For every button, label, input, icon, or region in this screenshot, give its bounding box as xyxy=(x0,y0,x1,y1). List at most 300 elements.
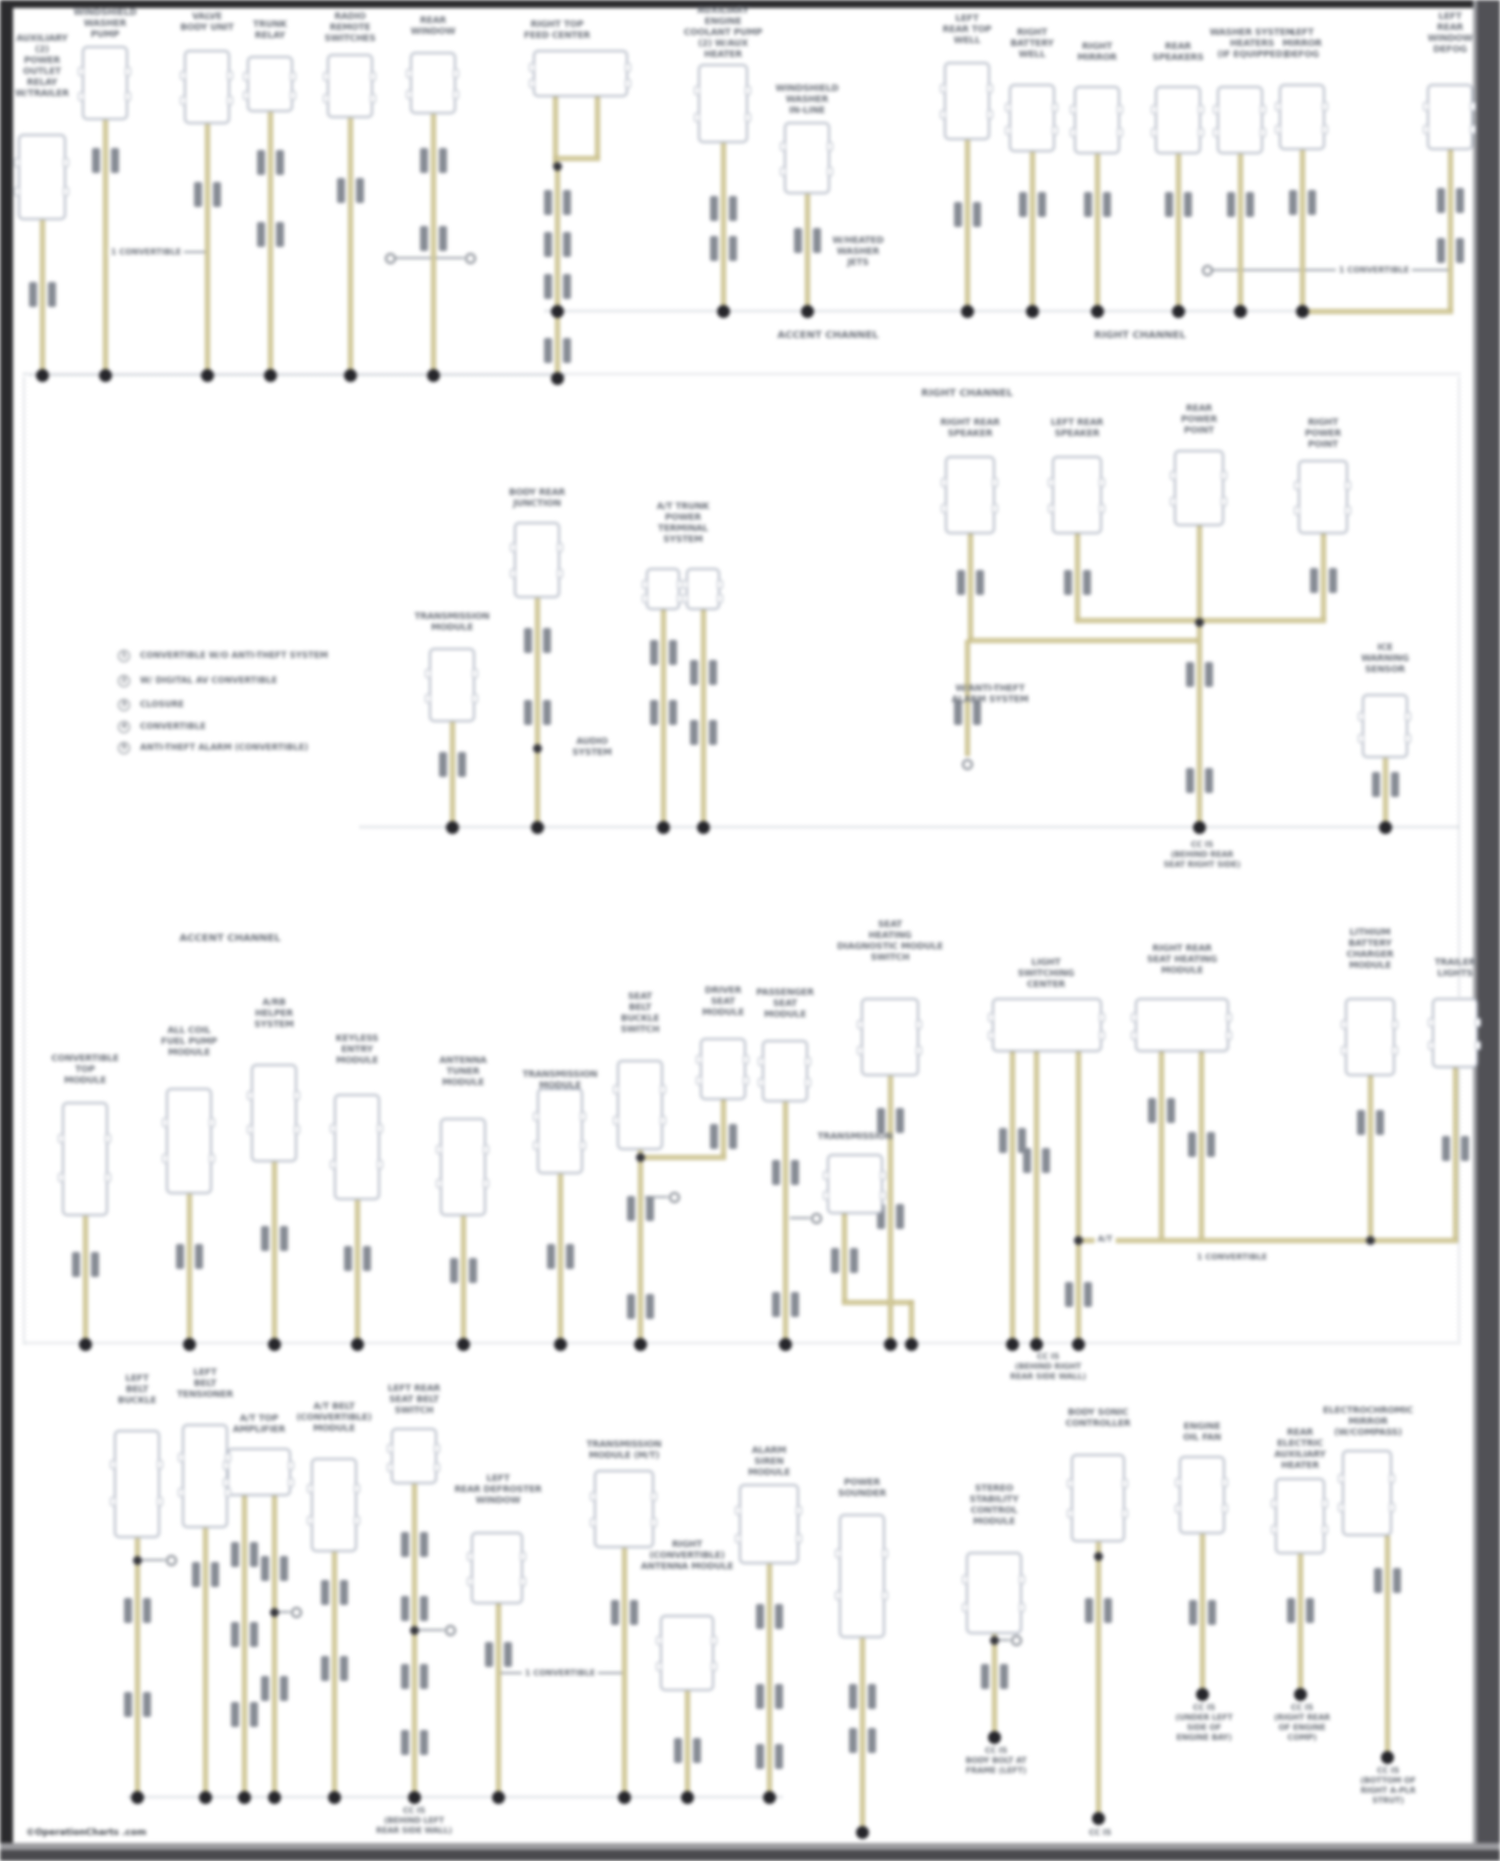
rear-electric-aux-heater-box xyxy=(1275,1478,1325,1554)
rear-window-option-marker-icon xyxy=(385,253,396,264)
right-rear-speaker-wire xyxy=(968,534,973,640)
washer-heaters-connector xyxy=(1227,192,1235,217)
trailer-lights-box xyxy=(1432,998,1478,1068)
power-sounder-ground-dot xyxy=(856,1826,869,1839)
right-top-feed-connector xyxy=(563,232,571,257)
right-rear-seat-heating-pin xyxy=(1131,1013,1137,1022)
section-header-0: ACCENT CHANNEL xyxy=(777,330,879,341)
driver-seat-module-pin xyxy=(743,1055,749,1064)
left-mirror-defog-pin xyxy=(1322,102,1328,111)
right-rear-speaker-side-label: W/ANTI-THEFT ALARM SYSTEM xyxy=(951,684,1029,705)
stability-control-module-pin xyxy=(962,1575,968,1584)
rear-power-point-ground-label: CC IS (BEHIND REAR SEAT RIGHT SIDE) xyxy=(1163,840,1241,869)
seat-heating-diag-pin xyxy=(857,1046,863,1055)
trunk-power-terminal-pin xyxy=(682,594,688,603)
left-rear-defroster-pin xyxy=(467,1577,473,1586)
battery-charger-module-connector xyxy=(1376,1110,1384,1135)
fuel-pump-module-box xyxy=(166,1088,212,1194)
electrochromic-mirror-wire xyxy=(1385,1536,1390,1757)
power-sounder-wire xyxy=(860,1636,865,1832)
antenna-tuner-label: ANTENNA TUNER MODULE xyxy=(439,1056,487,1088)
alarm-siren-module-pin xyxy=(796,1506,802,1515)
right-top-feed-connector xyxy=(563,274,571,299)
antenna-tuner-pin xyxy=(483,1179,489,1188)
power-sounder-connector xyxy=(849,1684,857,1709)
left-rear-defroster-label: LEFT REAR DEFROSTER WINDOW xyxy=(454,1474,542,1506)
right-top-feed-connector xyxy=(563,190,571,215)
alarm-siren-module-connector xyxy=(756,1684,764,1709)
left-mirror-defog-box xyxy=(1279,84,1325,150)
transmission-module-mt-connector xyxy=(630,1600,638,1625)
transmission-small-pin xyxy=(880,1171,886,1180)
rear-window-connector xyxy=(439,226,447,251)
light-switching-center-pin xyxy=(988,1031,994,1040)
seat-belt-buckle-ground-dot xyxy=(634,1338,647,1351)
rear-power-point-connector xyxy=(1186,768,1194,793)
convertible-antenna-module-ground-dot xyxy=(681,1791,694,1804)
left-belt-tensioner-pin xyxy=(225,1488,231,1497)
right-rear-seat-heating-box xyxy=(1135,998,1229,1052)
convertible-antenna-module-connector xyxy=(693,1738,701,1763)
right-rear-speaker-label: RIGHT REAR SPEAKER xyxy=(940,418,1000,439)
left-belt-tensioner-connector xyxy=(192,1562,200,1587)
trunk-relay-pin xyxy=(290,91,296,100)
helper-system-pin xyxy=(247,1091,253,1100)
rear-window-pin xyxy=(453,90,459,99)
stability-control-module-marker-link xyxy=(999,1639,1010,1641)
legend-item: CONVERTIBLE xyxy=(140,722,206,732)
top-amplifier-connector xyxy=(250,1702,258,1727)
left-rear-seat-belt-connector xyxy=(420,1532,428,1557)
top-amplifier-pin xyxy=(223,1478,229,1487)
left-rear-window-defog-pin xyxy=(1470,125,1476,134)
transmission-module-a-pin xyxy=(425,669,431,678)
trunk-relay-pin xyxy=(243,72,249,81)
valve-body-unit-connector xyxy=(213,182,221,207)
trailer-lights-pin xyxy=(1475,1041,1481,1050)
left-belt-buckle-ground-dot xyxy=(131,1791,144,1804)
trunk-relay-pin xyxy=(290,72,296,81)
seat-belt-buckle-connector xyxy=(646,1196,654,1221)
passenger-seat-module-pin xyxy=(805,1057,811,1066)
trunk-power-terminal-pin xyxy=(717,580,723,589)
convertible-antenna-module-connector xyxy=(674,1738,682,1763)
alarm-siren-module-ground-dot xyxy=(763,1791,776,1804)
trunk-relay-ground-dot xyxy=(264,369,277,382)
right-power-point-connector xyxy=(1329,568,1337,593)
right-power-point-box xyxy=(1298,460,1348,534)
fuel-pump-module-pin xyxy=(209,1118,215,1127)
washer-pump-label: WINDSHIELD WASHER PUMP xyxy=(73,8,137,40)
left-rear-window-defog-box xyxy=(1427,84,1473,150)
seat-belt-buckle-label: SEAT BELT BUCKLE SWITCH xyxy=(620,992,660,1035)
legend-marker-icon: 5 xyxy=(118,742,130,754)
washer-pump-ground-dot xyxy=(99,369,112,382)
engine-oil-fan-ground-dot xyxy=(1196,1688,1209,1701)
light-switching-center-connector xyxy=(999,1128,1007,1153)
stability-control-module-pin xyxy=(1019,1603,1025,1612)
engine-oil-fan-wire xyxy=(1200,1532,1205,1694)
wire-option-tag-2: A/T xyxy=(1095,1235,1116,1244)
right-battery-well-connector xyxy=(1019,192,1027,217)
washer-inline-connector xyxy=(794,228,802,253)
left-rear-top-well-connector xyxy=(973,202,981,227)
legend-item: ANTI-THEFT ALARM (CONVERTIBLE) xyxy=(140,743,309,753)
top-amplifier-ground-dot xyxy=(238,1791,251,1804)
valve-body-unit-wire xyxy=(205,122,210,375)
body-rear-junction-wire xyxy=(535,596,540,827)
body-sonic-controller-wire xyxy=(1096,1540,1101,1818)
right-power-point-wire xyxy=(1321,534,1326,620)
aux-coolant-pump-connector xyxy=(729,236,737,261)
seat-belt-buckle-connector xyxy=(627,1294,635,1319)
left-rear-seat-belt-connector xyxy=(401,1596,409,1621)
rear-electric-aux-heater-pin xyxy=(1271,1499,1277,1508)
right-top-feed-ground-dot xyxy=(551,372,564,385)
left-rear-top-well-pin xyxy=(987,110,993,119)
right-battery-well-connector xyxy=(1038,192,1046,217)
transmission-module-mt-label: TRANSMISSION MODULE (M/T) xyxy=(586,1440,662,1461)
seat-belt-buckle-connector xyxy=(627,1196,635,1221)
electrochromic-mirror-pin xyxy=(1338,1503,1344,1512)
belt-convertible-module-connector xyxy=(340,1656,348,1681)
aux-power-outlet-pin xyxy=(14,187,20,196)
washer-heaters-pin xyxy=(1260,128,1266,137)
passenger-seat-module-pin xyxy=(805,1078,811,1087)
belt-convertible-module-pin xyxy=(354,1516,360,1525)
fuel-pump-module-ground-dot xyxy=(183,1338,196,1351)
radio-remote-pin xyxy=(323,94,329,103)
top-amplifier-connector xyxy=(250,1622,258,1647)
trunk-power-terminal-label: A/T TRUNK POWER TERMINAL SYSTEM xyxy=(656,502,710,545)
passenger-seat-module-connector xyxy=(772,1160,780,1185)
left-rear-seat-belt-pin xyxy=(387,1463,393,1472)
seat-heating-diag-wire xyxy=(888,1074,893,1344)
valve-body-unit-pin xyxy=(227,71,233,80)
body-rear-junction-label: BODY REAR JUNCTION xyxy=(508,488,566,509)
convertible-top-module-connector xyxy=(72,1252,80,1277)
left-mirror-defog-pin xyxy=(1322,125,1328,134)
trunk-power-terminal-ground-dot xyxy=(697,821,710,834)
trunk-relay-connector xyxy=(276,150,284,175)
section-header-1: RIGHT CHANNEL xyxy=(1094,330,1186,341)
top-amplifier-wire xyxy=(242,1496,247,1797)
ice-warning-sensor-connector xyxy=(1372,772,1380,797)
left-mirror-defog-pin xyxy=(1275,102,1281,111)
belt-convertible-module-pin xyxy=(307,1484,313,1493)
left-mirror-defog-label: LEFT MIRROR DEFOG xyxy=(1282,28,1322,60)
left-rear-window-defog-marker-link xyxy=(1213,269,1448,271)
seat-heating-diag-label: SEAT HEATING DIAGNOSTIC MODULE SWITCH xyxy=(837,920,943,963)
engine-oil-fan-pin xyxy=(1175,1478,1181,1487)
power-sounder-pin xyxy=(882,1591,888,1600)
right-rear-seat-heating-connector xyxy=(1148,1098,1156,1123)
section-header-3: ACCENT CHANNEL xyxy=(179,933,281,944)
trunk-power-terminal-connector xyxy=(690,660,698,685)
passenger-seat-module-connector xyxy=(791,1292,799,1317)
left-rear-top-well-wire xyxy=(965,138,970,311)
right-top-feed-label: RIGHT TOP FEED CENTER xyxy=(523,20,591,41)
battery-charger-module-pin xyxy=(1341,1020,1347,1029)
aux-coolant-pump-connector xyxy=(710,196,718,221)
rear-electric-aux-heater-label: REAR ELECTRIC AUXILIARY HEATER xyxy=(1274,1428,1326,1471)
transmission-small-wire xyxy=(842,1300,914,1305)
engine-oil-fan-connector xyxy=(1208,1600,1216,1625)
belt-convertible-module-ground-dot xyxy=(328,1791,341,1804)
keyless-entry-pin xyxy=(330,1124,336,1133)
left-rear-speaker-box xyxy=(1052,456,1102,534)
right-mirror-pin xyxy=(1070,105,1076,114)
convertible-top-module-box xyxy=(62,1102,108,1216)
right-top-feed-connector xyxy=(544,232,552,257)
transmission-module-b-box xyxy=(537,1088,583,1174)
trunk-relay-box xyxy=(247,56,293,112)
trunk-power-terminal-wire xyxy=(661,610,666,827)
keyless-entry-connector xyxy=(344,1246,352,1271)
section-header-2: RIGHT CHANNEL xyxy=(921,388,1013,399)
right-mirror-connector xyxy=(1103,192,1111,217)
left-rear-speaker-pin xyxy=(1048,478,1054,487)
transmission-module-mt-pin xyxy=(590,1518,596,1527)
rear-speakers-ground-dot xyxy=(1172,305,1185,318)
aux-power-outlet-pin xyxy=(63,187,69,196)
ice-warning-sensor-ground-dot xyxy=(1379,821,1392,834)
right-top-feed-connector xyxy=(563,338,571,363)
transmission-module-a-connector xyxy=(458,752,466,777)
right-mirror-ground-dot xyxy=(1091,305,1104,318)
seat-belt-buckle-connector xyxy=(646,1294,654,1319)
left-belt-buckle-option-marker-icon xyxy=(166,1555,177,1566)
light-switching-center-box xyxy=(992,998,1102,1052)
washer-inline-pin xyxy=(780,167,786,176)
aux-coolant-pump-pin xyxy=(694,113,700,122)
driver-seat-module-wire xyxy=(721,1100,726,1157)
trailer-lights-wire xyxy=(1076,1238,1458,1243)
electrochromic-mirror-box xyxy=(1342,1450,1392,1536)
fuel-pump-module-label: ALL COIL FUEL PUMP MODULE xyxy=(160,1026,218,1058)
light-switching-center-connector xyxy=(1042,1148,1050,1173)
washer-inline-pin xyxy=(780,142,786,151)
ice-warning-sensor-pin xyxy=(1358,734,1364,743)
right-power-point-pin xyxy=(1345,506,1351,515)
frame-bottom-inner xyxy=(0,1843,1500,1850)
right-top-feed-pin xyxy=(529,79,535,88)
left-rear-top-well-box xyxy=(944,62,990,140)
light-switching-center-pin xyxy=(1099,1013,1105,1022)
left-mirror-defog-wire xyxy=(1300,148,1305,311)
convertible-top-module-pin xyxy=(105,1134,111,1143)
left-rear-seat-belt-label: LEFT REAR SEAT BELT SWITCH xyxy=(387,1384,441,1416)
transmission-small-connector xyxy=(831,1248,839,1273)
left-belt-tensioner-connector xyxy=(211,1562,219,1587)
engine-oil-fan-pin xyxy=(1222,1504,1228,1513)
washer-pump-connector xyxy=(111,148,119,173)
left-rear-seat-belt-connector xyxy=(420,1596,428,1621)
top-amplifier-connector xyxy=(231,1542,239,1567)
electrochromic-mirror-pin xyxy=(1389,1474,1395,1483)
valve-body-unit-pin xyxy=(180,71,186,80)
light-switching-center-wire xyxy=(1010,1052,1015,1344)
trailer-lights-wire xyxy=(1453,1068,1458,1240)
right-rear-speaker-pin xyxy=(992,478,998,487)
ground-bus-line xyxy=(545,310,1315,312)
rear-electric-aux-heater-pin xyxy=(1322,1499,1328,1508)
legend-marker-icon: 1 xyxy=(118,650,130,662)
light-switching-center-pin xyxy=(1099,1031,1105,1040)
rear-window-connector xyxy=(420,148,428,173)
body-sonic-controller-junction xyxy=(1094,1552,1103,1561)
body-rear-junction-pin xyxy=(510,543,516,552)
right-rear-speaker-box xyxy=(945,456,995,534)
rear-power-point-connector xyxy=(1205,768,1213,793)
right-power-point-label: RIGHT POWER POINT xyxy=(1304,418,1342,450)
left-rear-window-defog-pin xyxy=(1470,102,1476,111)
washer-inline-label: WINDSHIELD WASHER IN-LINE xyxy=(775,84,839,116)
right-rear-speaker-connector xyxy=(957,570,965,595)
trunk-power-terminal-pin xyxy=(642,580,648,589)
rear-power-point-pin xyxy=(1170,497,1176,506)
alarm-siren-module-box xyxy=(739,1484,799,1564)
left-belt-buckle-connector xyxy=(124,1598,132,1623)
passenger-seat-module-option-marker-icon xyxy=(811,1213,822,1224)
engine-oil-fan-box xyxy=(1179,1456,1225,1534)
left-rear-seat-belt-option-marker-icon xyxy=(445,1625,456,1636)
seat-heating-diag-ground-dot xyxy=(884,1338,897,1351)
transmission-module-b-connector xyxy=(547,1244,555,1269)
right-rear-seat-heating-pin xyxy=(1226,1013,1232,1022)
left-rear-top-well-label: LEFT REAR TOP WELL xyxy=(942,14,992,46)
left-rear-speaker-label: LEFT REAR SPEAKER xyxy=(1050,418,1104,439)
valve-body-unit-ground-dot xyxy=(201,369,214,382)
rear-electric-aux-heater-wire xyxy=(1298,1552,1303,1694)
helper-system-pin xyxy=(294,1125,300,1134)
battery-charger-module-pin xyxy=(1392,1046,1398,1055)
ice-warning-sensor-pin xyxy=(1358,712,1364,721)
keyless-entry-box xyxy=(334,1094,380,1200)
washer-heaters-ground-dot xyxy=(1234,305,1247,318)
body-sonic-controller-connector xyxy=(1085,1598,1093,1623)
alarm-siren-module-connector xyxy=(775,1604,783,1629)
right-battery-well-wire xyxy=(1030,150,1035,311)
right-rear-seat-heating-connector xyxy=(1167,1098,1175,1123)
belt-convertible-module-pin xyxy=(307,1516,313,1525)
left-rear-speaker-connector xyxy=(1064,570,1072,595)
power-sounder-pin xyxy=(835,1591,841,1600)
belt-convertible-module-connector xyxy=(321,1656,329,1681)
rear-window-ground-dot xyxy=(427,369,440,382)
washer-heaters-box xyxy=(1217,86,1263,154)
seat-heating-diag-pin xyxy=(916,1020,922,1029)
left-rear-window-defog-wire xyxy=(1448,150,1453,311)
washer-heaters-wire xyxy=(1238,152,1243,311)
ice-warning-sensor-pin xyxy=(1405,712,1411,721)
trailer-lights-connector xyxy=(1461,1136,1469,1161)
transmission-module-b-pin xyxy=(533,1141,539,1150)
driver-seat-module-pin xyxy=(696,1076,702,1085)
convertible-antenna-module-pin xyxy=(656,1636,662,1645)
valve-body-unit-pin xyxy=(227,96,233,105)
washer-pump-wire xyxy=(103,118,108,375)
engine-oil-fan-connector xyxy=(1189,1600,1197,1625)
light-switching-center-connector xyxy=(1023,1148,1031,1173)
left-rear-window-defog-pin xyxy=(1423,102,1429,111)
stability-control-module-ground-dot xyxy=(988,1731,1001,1744)
trunk-power-terminal-box xyxy=(646,568,680,610)
light-switching-center-ground-label: CC IS (BEHIND RIGHT REAR SIDE WALL) xyxy=(1010,1352,1086,1381)
left-rear-top-well-pin xyxy=(940,110,946,119)
rear-electric-aux-heater-pin xyxy=(1322,1525,1328,1534)
body-rear-junction-connector xyxy=(524,628,532,653)
trailer-lights-connector xyxy=(1442,1136,1450,1161)
convertible-top-module-connector xyxy=(91,1252,99,1277)
transmission-small-ground-dot xyxy=(905,1338,918,1351)
left-rear-seat-belt-pin xyxy=(434,1444,440,1453)
light-switching-center-ground-dot xyxy=(1072,1338,1085,1351)
alarm-siren-module-connector xyxy=(756,1604,764,1629)
left-rear-seat-belt-connector xyxy=(420,1664,428,1689)
battery-charger-module-label: LITHIUM BATTERY CHARGER MODULE xyxy=(1346,928,1394,971)
antenna-tuner-connector xyxy=(469,1258,477,1283)
left-rear-defroster-pin xyxy=(520,1552,526,1561)
right-battery-well-pin xyxy=(1052,126,1058,135)
power-sounder-label: POWER SOUNDER xyxy=(837,1478,887,1499)
right-top-feed-wire xyxy=(555,156,600,161)
right-rear-seat-heating-label: RIGHT REAR SEAT HEATING MODULE xyxy=(1146,944,1218,976)
trailer-lights-pin xyxy=(1475,1018,1481,1027)
left-rear-seat-belt-marker-link xyxy=(419,1629,444,1631)
light-switching-center-ground-dot xyxy=(1030,1338,1043,1351)
right-rear-seat-heating-wire xyxy=(1199,1052,1204,1240)
frame-bottom xyxy=(0,1850,1500,1861)
trunk-power-terminal-ground-dot xyxy=(657,821,670,834)
right-rear-speaker-pin xyxy=(941,478,947,487)
trunk-power-terminal-pin xyxy=(717,594,723,603)
radio-remote-pin xyxy=(370,72,376,81)
left-belt-tensioner-box xyxy=(182,1424,228,1528)
trunk-relay-wire xyxy=(268,110,273,375)
right-battery-well-pin xyxy=(1005,103,1011,112)
power-sounder-connector xyxy=(849,1728,857,1753)
left-belt-tensioner-label: LEFT BELT TENSIONER xyxy=(176,1368,234,1400)
trunk-power-terminal-box xyxy=(686,568,720,610)
trunk-relay-pin xyxy=(243,91,249,100)
transmission-small-pin xyxy=(823,1171,829,1180)
fuel-pump-module-pin xyxy=(162,1154,168,1163)
right-mirror-box xyxy=(1074,86,1120,154)
aux-coolant-pump-connector xyxy=(710,236,718,261)
seat-belt-buckle-pin xyxy=(613,1116,619,1125)
washer-inline-wire xyxy=(805,192,810,311)
washer-inline-box xyxy=(784,122,830,194)
convertible-top-module-wire xyxy=(83,1214,88,1344)
washer-inline-pin xyxy=(827,167,833,176)
trunk-power-terminal-wire xyxy=(701,610,706,827)
power-sounder-pin xyxy=(835,1549,841,1558)
convertible-top-module-pin xyxy=(58,1173,64,1182)
left-rear-defroster-pin xyxy=(520,1577,526,1586)
stability-control-module-wire xyxy=(992,1632,997,1737)
electrochromic-mirror-pin xyxy=(1338,1474,1344,1483)
transmission-module-b-pin xyxy=(533,1112,539,1121)
right-top-feed-pin xyxy=(625,63,631,72)
electrochromic-mirror-ground-label: CC IS (BOTTOM OF RIGHT A-PLR STRUT) xyxy=(1360,1766,1416,1805)
left-rear-top-well-connector xyxy=(954,202,962,227)
left-belt-buckle-box xyxy=(114,1430,160,1538)
top-amplifier-pin xyxy=(288,1461,294,1470)
radio-remote-pin xyxy=(323,72,329,81)
right-top-feed-wire xyxy=(555,166,560,378)
driver-seat-module-label: DRIVER SEAT MODULE xyxy=(701,986,745,1018)
